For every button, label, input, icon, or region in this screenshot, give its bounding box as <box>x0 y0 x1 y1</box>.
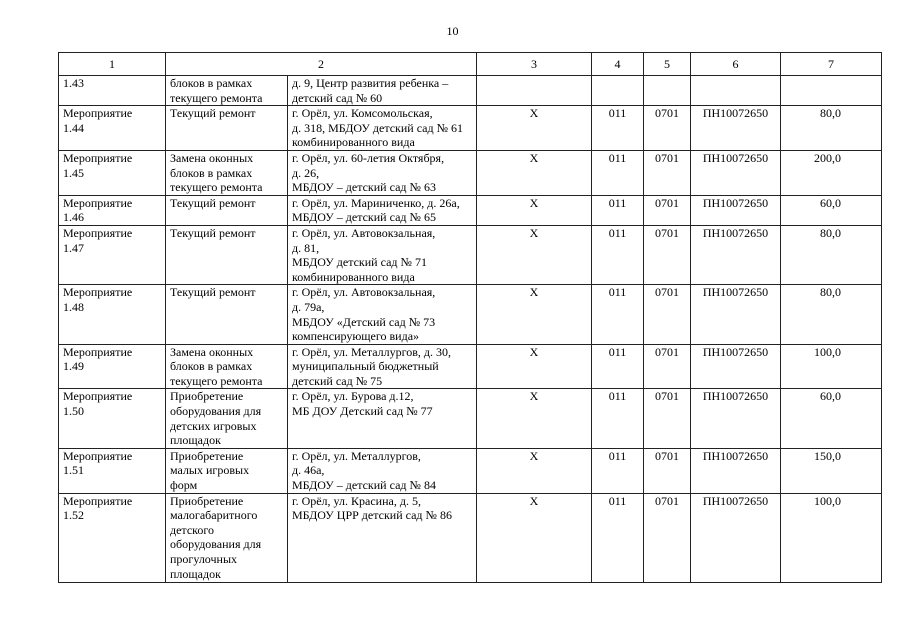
col-3-cell: Х <box>477 150 592 195</box>
header-col-6: 6 <box>691 53 781 76</box>
table-row <box>59 195 882 225</box>
col-5-cell <box>644 76 691 106</box>
event-id-cell: Мероприятие 1.45 <box>59 150 166 195</box>
address-cell: г. Орёл, ул. Комсомольская, д. 318, МБДОУ детский сад № 61 комбинированного вида <box>288 106 477 151</box>
table-row <box>59 150 882 195</box>
event-id-cell: Мероприятие 1.46 <box>59 195 166 225</box>
event-type-cell: Замена оконных блоков в рамках текущего ремонта <box>166 150 288 195</box>
col-4-cell: 011 <box>592 448 644 493</box>
event-id-cell: Мероприятие 1.44 <box>59 106 166 151</box>
amount-cell: 60,0 <box>781 389 882 448</box>
col-5-cell: 0701 <box>644 389 691 448</box>
header-col-5: 5 <box>644 53 691 76</box>
code-cell: ПН10072650 <box>691 344 781 389</box>
amount-cell: 80,0 <box>781 225 882 284</box>
col-4-cell: 011 <box>592 344 644 389</box>
amount-cell: 150,0 <box>781 448 882 493</box>
col-4-cell: 011 <box>592 150 644 195</box>
code-cell: ПН10072650 <box>691 225 781 284</box>
address-cell: г. Орёл, ул. Мариниченко, д. 26а, МБДОУ – детский сад № 65 <box>288 195 477 225</box>
header-col-1: 1 <box>59 53 166 76</box>
code-cell: ПН10072650 <box>691 448 781 493</box>
amount-cell: 200,0 <box>781 150 882 195</box>
event-id-cell: Мероприятие 1.50 <box>59 389 166 448</box>
table-row <box>59 448 882 493</box>
event-type-cell: Текущий ремонт <box>166 225 288 284</box>
event-id-cell: Мероприятие 1.51 <box>59 448 166 493</box>
table-row <box>59 344 882 389</box>
budget-table <box>58 52 882 583</box>
col-4-cell: 011 <box>592 285 644 344</box>
page-number: 10 <box>446 24 459 38</box>
event-type-cell: блоков в рамках текущего ремонта <box>166 76 288 106</box>
col-5-cell: 0701 <box>644 448 691 493</box>
col-3-cell <box>477 76 592 106</box>
event-type-cell: Приобретение малогабаритного детского оборудования для прогулочных площадок <box>166 493 288 582</box>
address-cell: г. Орёл, ул. Красина, д. 5, МБДОУ ЦРР детский сад № 86 <box>288 493 477 582</box>
col-3-cell: Х <box>477 225 592 284</box>
address-cell: д. 9, Центр развития ребенка – детский сад № 60 <box>288 76 477 106</box>
code-cell: ПН10072650 <box>691 285 781 344</box>
header-col-4: 4 <box>592 53 644 76</box>
event-type-cell: Текущий ремонт <box>166 285 288 344</box>
col-4-cell: 011 <box>592 493 644 582</box>
event-type-cell: Приобретение оборудования для детских игровых площадок <box>166 389 288 448</box>
col-3-cell: Х <box>477 285 592 344</box>
amount-cell: 60,0 <box>781 195 882 225</box>
header-col-7: 7 <box>781 53 882 76</box>
event-id-cell: Мероприятие 1.52 <box>59 493 166 582</box>
col-3-cell: Х <box>477 389 592 448</box>
col-4-cell: 011 <box>592 106 644 151</box>
col-4-cell: 011 <box>592 195 644 225</box>
event-id-cell: Мероприятие 1.48 <box>59 285 166 344</box>
col-5-cell: 0701 <box>644 493 691 582</box>
address-cell: г. Орёл, ул. 60-летия Октября, д. 26, МБДОУ – детский сад № 63 <box>288 150 477 195</box>
address-cell: г. Орёл, ул. Автовокзальная, д. 79а, МБДОУ «Детский сад № 73 компенсирующего вида» <box>288 285 477 344</box>
code-cell: ПН10072650 <box>691 106 781 151</box>
event-type-cell: Текущий ремонт <box>166 106 288 151</box>
col-5-cell: 0701 <box>644 225 691 284</box>
col-3-cell: Х <box>477 106 592 151</box>
amount-cell: 80,0 <box>781 106 882 151</box>
amount-cell <box>781 76 882 106</box>
event-type-cell: Замена оконных блоков в рамках текущего ремонта <box>166 344 288 389</box>
event-id-cell: 1.43 <box>59 76 166 106</box>
event-id-cell: Мероприятие 1.47 <box>59 225 166 284</box>
table-row <box>59 389 882 448</box>
event-type-cell: Текущий ремонт <box>166 195 288 225</box>
code-cell: ПН10072650 <box>691 195 781 225</box>
col-5-cell: 0701 <box>644 195 691 225</box>
table-row <box>59 225 882 284</box>
col-4-cell: 011 <box>592 225 644 284</box>
code-cell: ПН10072650 <box>691 389 781 448</box>
amount-cell: 100,0 <box>781 344 882 389</box>
amount-cell: 100,0 <box>781 493 882 582</box>
code-cell: ПН10072650 <box>691 493 781 582</box>
table-row <box>59 106 882 151</box>
header-row <box>59 53 882 76</box>
address-cell: г. Орёл, ул. Автовокзальная, д. 81, МБДОУ детский сад № 71 комбинированного вида <box>288 225 477 284</box>
amount-cell: 80,0 <box>781 285 882 344</box>
code-cell: ПН10072650 <box>691 150 781 195</box>
col-3-cell: Х <box>477 195 592 225</box>
address-cell: г. Орёл, ул. Металлургов, д. 30, муниципальный бюджетный детский сад № 75 <box>288 344 477 389</box>
table-row <box>59 285 882 344</box>
col-5-cell: 0701 <box>644 106 691 151</box>
table-row <box>59 76 882 106</box>
col-5-cell: 0701 <box>644 344 691 389</box>
address-cell: г. Орёл, ул. Металлургов, д. 46а, МБДОУ – детский сад № 84 <box>288 448 477 493</box>
col-4-cell <box>592 76 644 106</box>
event-id-cell: Мероприятие 1.49 <box>59 344 166 389</box>
col-5-cell: 0701 <box>644 150 691 195</box>
col-3-cell: Х <box>477 493 592 582</box>
header-col-3: 3 <box>477 53 592 76</box>
col-3-cell: Х <box>477 448 592 493</box>
col-3-cell: Х <box>477 344 592 389</box>
col-4-cell: 011 <box>592 389 644 448</box>
code-cell <box>691 76 781 106</box>
header-col-2: 2 <box>166 53 477 76</box>
address-cell: г. Орёл, ул. Бурова д.12, МБ ДОУ Детский сад № 77 <box>288 389 477 448</box>
event-type-cell: Приобретение малых игровых форм <box>166 448 288 493</box>
table-row <box>59 493 882 582</box>
col-5-cell: 0701 <box>644 285 691 344</box>
